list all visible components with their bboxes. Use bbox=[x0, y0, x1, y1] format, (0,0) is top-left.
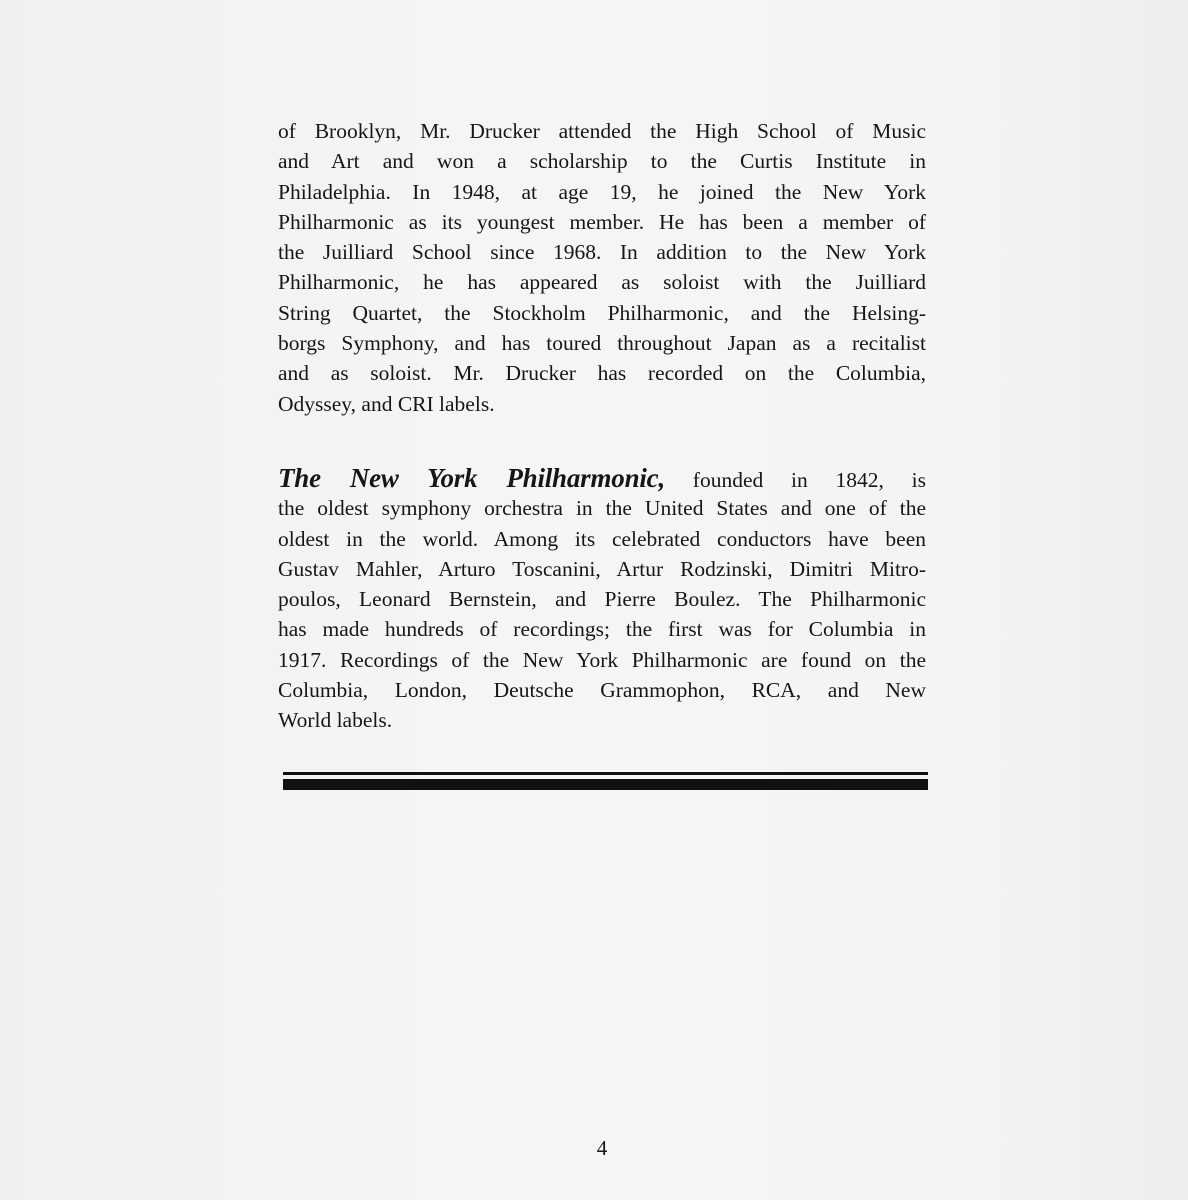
text-line: the oldest symphony orchestra in the United States and one of the bbox=[278, 496, 926, 521]
text-line: oldest in the world. Among its celebrated conductors have been bbox=[278, 526, 926, 551]
text-line: String Quartet, the Stockholm Philharmonic, and the Helsing- bbox=[278, 300, 926, 325]
text-line: has made hundreds of recordings; the first was for Columbia in bbox=[278, 617, 926, 642]
lead-heading: The New York Philharmonic, bbox=[278, 463, 666, 493]
page-number: 4 bbox=[596, 1136, 608, 1160]
text-line: Columbia, London, Deutsche Grammophon, RCA, and New bbox=[278, 678, 926, 703]
text-line: World labels. bbox=[278, 708, 393, 733]
text-line: borgs Symphony, and has toured throughout Japan as a recitalist bbox=[278, 331, 926, 356]
double-rule-divider bbox=[283, 772, 928, 790]
thick-rule bbox=[283, 779, 928, 790]
lead-line-rest: founded in 1842, is bbox=[665, 468, 926, 492]
drucker-bio-paragraph bbox=[278, 116, 926, 419]
text-line: Philharmonic as its youngest member. He has been a member of bbox=[278, 209, 926, 234]
text-line: Philharmonic, he has appeared as soloist with the Juilliard bbox=[278, 270, 926, 295]
text-line: the Juilliard School since 1968. In addition to the New York bbox=[278, 240, 926, 265]
philharmonic-paragraph bbox=[278, 463, 926, 736]
lead-line bbox=[278, 463, 926, 493]
text-line: Gustav Mahler, Arturo Toscanini, Artur Rodzinski, Dimitri Mitro- bbox=[278, 556, 926, 581]
text-line: and as soloist. Mr. Drucker has recorded on the Columbia, bbox=[278, 361, 926, 386]
text-line: 1917. Recordings of the New York Philharmonic are found on the bbox=[278, 647, 926, 672]
thin-rule bbox=[283, 772, 928, 775]
text-line: Philadelphia. In 1948, at age 19, he joined the New York bbox=[278, 179, 926, 204]
text-line: and Art and won a scholarship to the Curtis Institute in bbox=[278, 149, 926, 174]
text-line: of Brooklyn, Mr. Drucker attended the High School of Music bbox=[278, 119, 926, 143]
text-line: Odyssey, and CRI labels. bbox=[278, 391, 495, 416]
text-line: poulos, Leonard Bernstein, and Pierre Boulez. The Philharmonic bbox=[278, 587, 926, 612]
